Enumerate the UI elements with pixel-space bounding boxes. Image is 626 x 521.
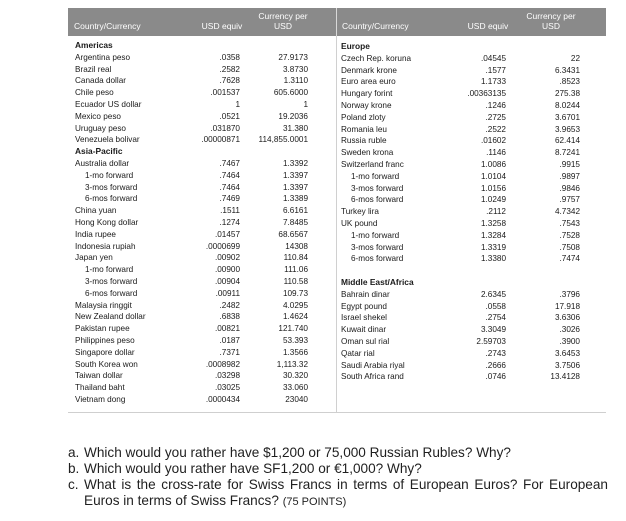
usd-equiv-value: .0187 — [219, 336, 240, 345]
currency-per-usd-value: 8.0244 — [554, 101, 580, 110]
usd-equiv-value: .2582 — [219, 64, 240, 74]
usd-equiv-value: .0558 — [485, 301, 506, 311]
currency-name: 3-mos forward — [351, 242, 404, 252]
usd-equiv-value: .00363135 — [467, 89, 506, 99]
currency-per-usd-value: .9846 — [559, 183, 580, 193]
currency-per-usd-value: 13.4128 — [550, 372, 580, 382]
currency-per-usd-value: 7.8485 — [282, 218, 308, 227]
usd-equiv-value: .7464 — [219, 170, 240, 180]
currency-name: Canada dollar — [75, 76, 126, 86]
currency-per-usd-value: 27.9173 — [278, 52, 308, 62]
currency-per-usd-value: 4.7342 — [554, 207, 580, 217]
currency-per-usd-value: .7508 — [559, 242, 580, 252]
usd-equiv-value: 1.1733 — [480, 77, 506, 87]
currency-per-usd-value: .7474 — [559, 254, 580, 264]
currency-per-usd-value: 3.9653 — [554, 124, 580, 134]
currency-per-usd-value: 1.3397 — [282, 170, 308, 180]
currency-per-usd-value: .8523 — [559, 77, 580, 87]
currency-name: Oman sul rial — [341, 337, 390, 346]
usd-equiv-value: .2522 — [485, 124, 506, 134]
currency-per-usd-value: 121.740 — [278, 324, 308, 334]
currency-per-usd-value: 17.918 — [554, 301, 580, 311]
currency-per-usd-value: 53.393 — [282, 336, 308, 345]
section-heading: Americas — [75, 40, 113, 50]
currency-name: Vietnam dong — [75, 395, 126, 404]
currency-name: Turkey lira — [341, 207, 379, 217]
question-c-points: (75 POINTS) — [282, 496, 347, 508]
usd-equiv-value: .7371 — [219, 347, 240, 357]
currency-name: Hungary forint — [341, 89, 393, 99]
currency-per-usd-value: 8.7241 — [554, 148, 580, 158]
currency-per-usd-value: 1.3392 — [282, 159, 308, 168]
currency-per-usd-value: 31.380 — [282, 123, 308, 133]
header-divider — [336, 8, 337, 36]
usd-equiv-value: .0008982 — [205, 359, 240, 369]
question-a-text: Which would you rather have $1,200 or 75,000 Russian Rubles? Why? — [84, 445, 511, 460]
section-heading: Middle East/Africa — [341, 277, 414, 287]
usd-equiv-value: .04545 — [480, 53, 506, 63]
usd-equiv-value: 1 — [235, 100, 240, 109]
currency-per-usd-value: .7543 — [559, 219, 580, 228]
usd-equiv-value: 1.0156 — [480, 183, 506, 193]
usd-equiv-value: 1.0104 — [480, 171, 506, 181]
usd-equiv-value: 1.0086 — [480, 160, 506, 169]
header-currency-per-usd-left: Currency per USD — [258, 11, 308, 31]
currency-name: 6-mos forward — [351, 254, 404, 264]
usd-equiv-value: .01602 — [480, 136, 506, 146]
currency-per-usd-value: 1,113.32 — [276, 359, 308, 369]
column-divider — [336, 36, 337, 413]
currency-name: 1-mo forward — [351, 171, 400, 181]
usd-equiv-value: .03298 — [214, 371, 240, 381]
currency-name: Philippines peso — [75, 336, 135, 345]
currency-name: 1-mo forward — [351, 230, 400, 240]
currency-per-usd-value: 1.3110 — [283, 76, 308, 86]
usd-equiv-value: 1.3284 — [480, 230, 506, 240]
currency-name: South Korea won — [75, 359, 138, 369]
currency-per-usd-value: 109.73 — [282, 288, 308, 298]
usd-equiv-value: .2666 — [485, 360, 506, 370]
usd-equiv-value: .2112 — [486, 207, 506, 217]
currency-per-usd-value: 1.4624 — [282, 312, 308, 322]
currency-name: Qatar rial — [341, 348, 375, 358]
currency-name: Russia ruble — [341, 136, 387, 146]
usd-equiv-value: .1146 — [486, 148, 506, 158]
question-c-text: What is the cross-rate for Swiss Francs in terms of European Euros? For European Euros in terms of Swiss Francs? — [84, 477, 608, 508]
currency-per-usd-value: .9915 — [559, 160, 580, 169]
usd-equiv-value: .7469 — [219, 194, 240, 204]
usd-equiv-value: .7628 — [219, 76, 240, 86]
currency-per-usd-value: 33.060 — [282, 383, 308, 393]
exchange-rate-table — [68, 8, 606, 413]
currency-name: Czech Rep. koruna — [341, 53, 412, 63]
currency-name: Israel shekel — [341, 313, 387, 323]
section-heading: Asia-Pacific — [75, 146, 123, 157]
currency-name: Mexico peso — [75, 111, 121, 121]
currency-per-usd-value: .3026 — [559, 325, 580, 335]
question-b — [68, 461, 608, 477]
usd-equiv-value: .00900 — [214, 265, 240, 275]
usd-equiv-value: .0000699 — [205, 241, 240, 251]
currency-per-usd-value: .3796 — [559, 289, 580, 299]
usd-equiv-value: .1511 — [220, 206, 240, 216]
currency-name: 6-mos forward — [351, 195, 404, 205]
usd-equiv-value: .2754 — [485, 313, 506, 323]
currency-name: South Africa rand — [341, 372, 404, 382]
usd-equiv-value: 2.59703 — [476, 337, 506, 346]
currency-name: Saudi Arabia riyal — [341, 360, 405, 370]
usd-equiv-value: .001537 — [210, 88, 240, 98]
currency-per-usd-value: 14308 — [285, 241, 308, 251]
header-currency-per-usd-right: Currency per USD — [526, 11, 576, 31]
usd-equiv-value: .7464 — [219, 182, 240, 192]
currency-name: 6-mos forward — [85, 288, 138, 298]
usd-equiv-value: .01457 — [214, 229, 240, 239]
currency-per-usd-value: 1 — [303, 100, 308, 109]
currency-name: 1-mo forward — [85, 170, 134, 180]
currency-per-usd-value: .9897 — [559, 171, 580, 181]
currency-name: Euro area euro — [341, 77, 396, 87]
currency-name: China yuan — [75, 206, 117, 216]
usd-equiv-value: .0000434 — [205, 395, 240, 404]
currency-name: India rupee — [75, 229, 116, 239]
currency-name: Pakistan rupee — [75, 324, 130, 334]
usd-equiv-value: 2.6345 — [480, 289, 506, 299]
currency-per-usd-value: 6.3431 — [554, 65, 580, 75]
question-b-label: b. — [68, 461, 80, 476]
currency-per-usd-value: 3.7506 — [554, 360, 580, 370]
currency-name: Taiwan dollar — [75, 371, 123, 381]
table-bottom-rule — [68, 412, 606, 413]
question-a-label: a. — [68, 445, 80, 460]
currency-per-usd-value: 68.6567 — [278, 229, 308, 239]
currency-name: 1-mo forward — [85, 265, 134, 275]
currency-per-usd-value: 22 — [570, 53, 580, 63]
usd-equiv-value: .0746 — [485, 372, 506, 382]
currency-per-usd-value: .3900 — [559, 337, 580, 346]
usd-equiv-value: .2725 — [485, 112, 506, 122]
currency-name: Brazil real — [75, 64, 112, 74]
usd-equiv-value: .00821 — [214, 324, 240, 334]
currency-name: Uruguay peso — [75, 123, 126, 133]
currency-per-usd-value: 23040 — [285, 395, 308, 404]
usd-equiv-value: .2482 — [219, 300, 240, 310]
currency-name: Kuwait dinar — [341, 325, 387, 335]
question-b-text: Which would you rather have SF1,200 or €1,000? Why? — [84, 461, 422, 476]
currency-per-usd-value: 6.6161 — [282, 206, 308, 216]
currency-name: Ecuador US dollar — [75, 100, 142, 109]
currency-name: Japan yen — [75, 253, 113, 263]
usd-equiv-value: .0358 — [219, 52, 240, 62]
currency-per-usd-value: 62.414 — [554, 136, 580, 146]
usd-equiv-value: .03025 — [214, 383, 240, 393]
currency-per-usd-value: 3.6701 — [554, 112, 580, 122]
currency-name: Norway krone — [341, 101, 392, 110]
usd-equiv-value: .00902 — [214, 253, 240, 263]
currency-name: 6-mos forward — [85, 194, 138, 204]
currency-name: Thailand baht — [75, 383, 125, 393]
currency-name: 3-mos forward — [351, 183, 404, 193]
usd-equiv-value: 1.0249 — [480, 195, 506, 205]
question-c — [68, 477, 608, 510]
currency-per-usd-value: 4.0295 — [282, 300, 308, 310]
currency-per-usd-value: 110.58 — [283, 277, 308, 286]
usd-equiv-value: .0521 — [219, 111, 240, 121]
currency-name: Switzerland franc — [341, 160, 404, 169]
currency-name: Venezuela bolivar — [75, 135, 140, 145]
currency-per-usd-value: .9757 — [559, 195, 580, 205]
usd-equiv-value: 3.3049 — [480, 325, 506, 335]
currency-per-usd-value: 111.06 — [284, 265, 308, 275]
questions-block — [68, 445, 608, 510]
currency-name: New Zealand dollar — [75, 312, 146, 322]
currency-per-usd-value: 30.320 — [282, 371, 308, 381]
currency-per-usd-value: 3.8730 — [282, 64, 308, 74]
usd-equiv-value: .1274 — [219, 218, 240, 227]
currency-name: Bahrain dinar — [341, 289, 390, 299]
header-usd-equiv-right: USD equiv — [467, 21, 509, 31]
usd-equiv-value: 1.3319 — [480, 242, 506, 252]
currency-per-usd-value: 1.3566 — [282, 347, 308, 357]
currency-name: Chile peso — [75, 88, 114, 98]
currency-name: Egypt pound — [341, 301, 387, 311]
currency-name: UK pound — [341, 219, 378, 228]
currency-per-usd-value: 110.84 — [283, 253, 308, 263]
header-country-right: Country/Currency — [342, 21, 409, 31]
usd-equiv-value: .031870 — [210, 123, 240, 133]
currency-per-usd-value: 3.6306 — [554, 313, 580, 323]
currency-per-usd-value: 605.6000 — [273, 88, 308, 98]
currency-per-usd-value: .7528 — [559, 230, 580, 240]
currency-per-usd-value: 1.3389 — [282, 194, 308, 204]
currency-name: Denmark krone — [341, 65, 397, 75]
currency-name: Malaysia ringgit — [75, 300, 132, 310]
currency-name: 3-mos forward — [85, 277, 138, 286]
header-usd-equiv-left: USD equiv — [201, 21, 243, 31]
currency-name: Australia dollar — [75, 159, 130, 168]
section-heading: Europe — [341, 41, 370, 51]
currency-name: Indonesia rupiah — [75, 241, 136, 251]
usd-equiv-value: .1577 — [485, 65, 506, 75]
usd-equiv-value: .00000871 — [201, 135, 240, 145]
currency-name: Poland zloty — [341, 112, 386, 122]
table-header — [68, 8, 606, 36]
usd-equiv-value: .1246 — [485, 101, 506, 110]
currency-name: Singapore dollar — [75, 347, 135, 357]
currency-name: Sweden krona — [341, 148, 394, 158]
currency-name: Romania leu — [341, 124, 387, 134]
usd-equiv-value: .2743 — [485, 348, 506, 358]
usd-equiv-value: .00911 — [215, 288, 240, 298]
currency-per-usd-value: 114,855.0001 — [258, 135, 308, 145]
currency-per-usd-value: 1.3397 — [282, 182, 308, 192]
usd-equiv-value: .6838 — [219, 312, 240, 322]
usd-equiv-value: 1.3380 — [480, 254, 506, 264]
usd-equiv-value: .00904 — [214, 277, 240, 286]
currency-per-usd-value: 3.6453 — [554, 348, 580, 358]
currency-per-usd-value: 19.2036 — [278, 111, 308, 121]
usd-equiv-value: 1.3258 — [480, 219, 506, 228]
question-c-label: c. — [68, 477, 79, 492]
usd-equiv-value: .7467 — [219, 159, 240, 168]
currency-name: Argentina peso — [75, 52, 131, 62]
question-a — [68, 445, 608, 461]
currency-name: 3-mos forward — [85, 182, 138, 192]
currency-name: Hong Kong dollar — [75, 218, 139, 227]
header-country-left: Country/Currency — [74, 21, 141, 31]
currency-per-usd-value: 275.38 — [554, 89, 580, 99]
